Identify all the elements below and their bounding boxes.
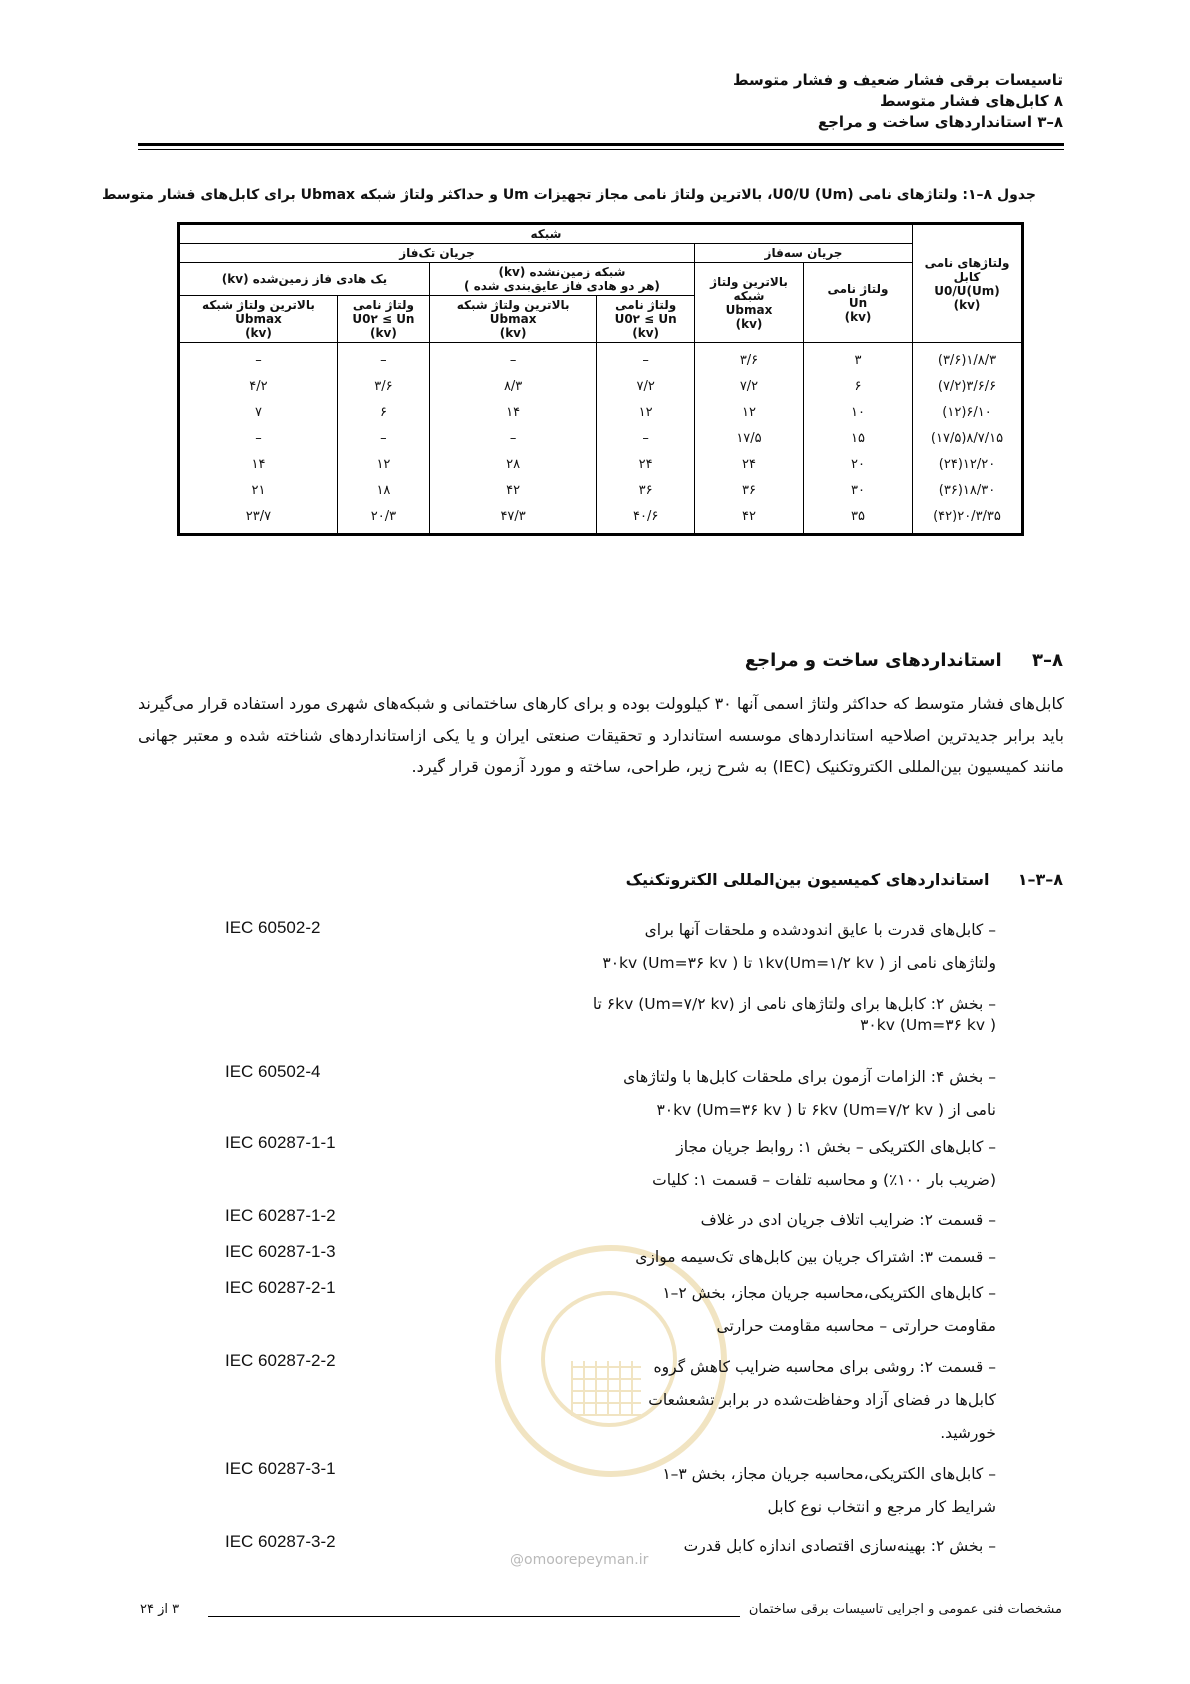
standard-description: – کابل‌های الکتریکی،محاسبه جریان مجاز، بخش ۳–۱ شرایط کار مرجع و انتخاب نوع کابل [662, 1465, 996, 1516]
table-cell: ۳/۶ [337, 373, 429, 399]
table-cell: ۱۲ [695, 399, 804, 425]
table-row [179, 451, 1023, 477]
table-cell: ۱۴ [429, 399, 596, 425]
table-cell: ۲۱ [179, 477, 338, 503]
table-caption: جدول ۸–۱: ولتاژهای نامی (Um) U0/U، بالاترین ولتاژ نامی مجاز تجهیزات Um و حداکثر ولتاژ شبکه Ubmax برای کابل‌های فشار متوسط [101, 187, 1036, 203]
table-cell: ۱۲ [337, 451, 429, 477]
table-cell: – [179, 425, 338, 451]
section-number: ۸–۳ [1032, 650, 1063, 671]
table-cell: ۳۶ [695, 477, 804, 503]
page-header [163, 70, 1063, 133]
table-cell: ۲۰/۳ [337, 503, 429, 535]
ungrounded-header: شبکه زمین‌نشده (kv) (هر دو هادی فاز عایق‌بندی شده ) [429, 263, 694, 296]
subsection-number: ۸–۳–۱ [1017, 870, 1063, 889]
standard-code: IEC 60502-2 [225, 918, 321, 937]
footer-rule [208, 1616, 740, 1617]
ungrounded-nominal-header: ولتاژ نامی U0۲ ≤ Un (kv) [597, 296, 695, 343]
table-cell: ۲۴ [695, 451, 804, 477]
grounded-phase-header: یک هادی فاز زمین‌شده (kv) [179, 263, 430, 296]
watermark-text: @omoorepeyman.ir [510, 1552, 649, 1568]
section-title: استانداردهای ساخت و مراجع [744, 650, 1002, 671]
standard-code: IEC 60287-1-2 [225, 1206, 336, 1225]
footer-title: مشخصات فنی عمومی و اجرایی تاسیسات برقی ساختمان [748, 1602, 1062, 1617]
table-cell: ۳۵ [804, 503, 913, 535]
col-nominal-cable-header: ولتاژهای نامی کابل U0/U(Um) (kv) [913, 224, 1023, 343]
standard-code: IEC 60287-1-3 [225, 1242, 336, 1261]
table-cell: ۳/۶/۶(۷/۲) [913, 373, 1023, 399]
table-cell: ۳۰ [804, 477, 913, 503]
standard-code: IEC 60287-3-2 [225, 1532, 336, 1551]
table-cell: ۱۲/۲۰(۲۴) [913, 451, 1023, 477]
header-line-2: ۸ کابل‌های فشار متوسط [880, 92, 1063, 110]
table-cell: ۱۸ [337, 477, 429, 503]
grounded-nominal-header: ولتاژ نامی U0۲ ≤ Un (kv) [337, 296, 429, 343]
standard-description: – کابل‌های الکتریکی،محاسبه جریان مجاز، بخش ۲–۱ مقاومت حرارتی – محاسبه مقاومت حرارتی [662, 1284, 996, 1335]
table-cell: ۲۴ [597, 451, 695, 477]
table-row [179, 343, 1023, 374]
standard-code: IEC 60287-3-1 [225, 1459, 336, 1478]
table-cell: ۱۵ [804, 425, 913, 451]
section-paragraph: کابل‌های فشار متوسط که حداکثر ولتاژ اسمی آنها ۳۰ کیلوولت بوده و برای کارهای ساختمانی و شبکه‌های شهری مورد استفاده قرار می‌گیرند باید برابر جدیدترین اصلاحیه استانداردهای موسسه استاندارد و تحقیقات صنعتی ایران و یا یکی ازاستانداردهای شناخته شده و معتبر جهانی مانند کمیسیون بین‌المللی الکتروتکنیک (IEC) به شرح زیر، طراحی، ساخته و مورد آزمون قرار گیرد. [138, 694, 1065, 776]
table-cell: – [179, 343, 338, 374]
standard-description: – بخش ۲: بهینه‌سازی اقتصادی اندازه کابل قدرت [683, 1537, 996, 1555]
table-cell: ۱۷/۵ [695, 425, 804, 451]
table-cell: – [597, 343, 695, 374]
table-row [179, 399, 1023, 425]
table-cell: – [429, 343, 596, 374]
standard-code: IEC 60287-1-1 [225, 1133, 336, 1152]
table-cell: ۶/۱۰(۱۲) [913, 399, 1023, 425]
table-row [179, 425, 1023, 451]
table-cell: ۷/۲ [695, 373, 804, 399]
table-row [179, 477, 1023, 503]
page-number: ۳ از ۲۴ [140, 1602, 180, 1617]
table-cell: ۱۲ [597, 399, 695, 425]
subsection-title: استانداردهای کمیسیون بین‌المللی الکتروتکنیک [625, 870, 990, 889]
standard-description: – قسمت ۲: روشی برای محاسبه ضرایب کاهش گروه کابل‌ها در فضای آزاد وحفاظت‌شده در برابر تشعشعات خورشید. [648, 1358, 996, 1442]
header-rule-thick [138, 143, 1064, 146]
table-cell: ۳ [804, 343, 913, 374]
table-cell: ۲۳/۷ [179, 503, 338, 535]
table-row [179, 373, 1023, 399]
standard-code: IEC 60502-4 [225, 1062, 321, 1081]
voltage-table [177, 222, 1024, 536]
table-cell: ۱۴ [179, 451, 338, 477]
section-heading [163, 650, 1063, 671]
table-cell: ۶ [804, 373, 913, 399]
standard-code: IEC 60287-2-1 [225, 1278, 336, 1297]
table-cell: – [429, 425, 596, 451]
table-cell: ۴۲ [429, 477, 596, 503]
ungrounded-max-header: بالاترین ولتاژ شبکه Ubmax (kv) [429, 296, 596, 343]
three-phase-nominal-header: ولتاژ نامی Un (kv) [804, 263, 913, 343]
table-cell: – [337, 425, 429, 451]
table-cell: ۸/۳ [429, 373, 596, 399]
single-phase-header: جریان تک‌فاز [179, 244, 695, 263]
standard-description: – کابل‌های قدرت با عایق اندودشده و ملحقات آنها برای ولتاژهای نامی از ۱kv(Um=۱/۲ kv ) تا ۳۰kv (Um=۳۶ kv ) [602, 921, 996, 972]
standard-code: IEC 60287-2-2 [225, 1351, 336, 1370]
table-cell: ۸/۷/۱۵(۱۷/۵) [913, 425, 1023, 451]
grounded-max-header: بالاترین ولتاژ شبکه Ubmax (kv) [179, 296, 338, 343]
standard-description: – بخش ۲: کابل‌ها برای ولتاژهای نامی از ۶kv (Um=۷/۲ kv) تا ۳۰kv (Um=۳۶ kv ) [592, 995, 996, 1034]
table-cell: ۴۷/۳ [429, 503, 596, 535]
table-cell: ۱۸/۳۰(۳۶) [913, 477, 1023, 503]
standard-description: – کابل‌های الکتریکی – بخش ۱: روابط جریان مجاز (ضریب بار ۱۰۰٪) و محاسبه تلفات – قسمت ۱: کلیات [652, 1138, 996, 1189]
table-cell: ۷ [179, 399, 338, 425]
table-cell: ۴/۲ [179, 373, 338, 399]
standard-description: – بخش ۴: الزامات آزمون برای ملحقات کابل‌ها با ولتاژهای نامی از ۶kv (Um=۷/۲ kv ) تا ۳۰kv (Um=۳۶ kv ) [623, 1068, 996, 1119]
table-cell: ۳/۶ [695, 343, 804, 374]
table-cell: ۲۸ [429, 451, 596, 477]
table-cell: ۴۲ [695, 503, 804, 535]
table-cell: ۶ [337, 399, 429, 425]
table-cell: ۱/۸/۳(۳/۶) [913, 343, 1023, 374]
standard-description: – قسمت ۲: ضرایب اتلاف جریان ادی در غلاف [700, 1211, 996, 1229]
table-cell: – [597, 425, 695, 451]
header-line-1: تاسیسات برقی فشار ضعیف و فشار متوسط [732, 71, 1063, 89]
network-header: شبکه [179, 224, 913, 244]
header-line-3: ۸–۳ استانداردهای ساخت و مراجع [817, 113, 1063, 131]
three-phase-max-header: بالاترین ولتاژ شبکه Ubmax (kv) [695, 263, 804, 343]
table-cell: ۳۶ [597, 477, 695, 503]
table-cell: ۲۰ [804, 451, 913, 477]
table-cell: – [337, 343, 429, 374]
standard-description: – قسمت ۳: اشتراک جریان بین کابل‌های تک‌سیمه موازی [635, 1248, 996, 1266]
three-phase-header: جریان سه‌فاز [695, 244, 913, 263]
subsection-heading [163, 870, 1063, 889]
table-cell: ۴۰/۶ [597, 503, 695, 535]
table-cell: ۱۰ [804, 399, 913, 425]
table-cell: ۲۰/۳/۳۵(۴۲) [913, 503, 1023, 535]
table-cell: ۷/۲ [597, 373, 695, 399]
header-rule-thin [138, 149, 1064, 150]
table-row [179, 503, 1023, 535]
